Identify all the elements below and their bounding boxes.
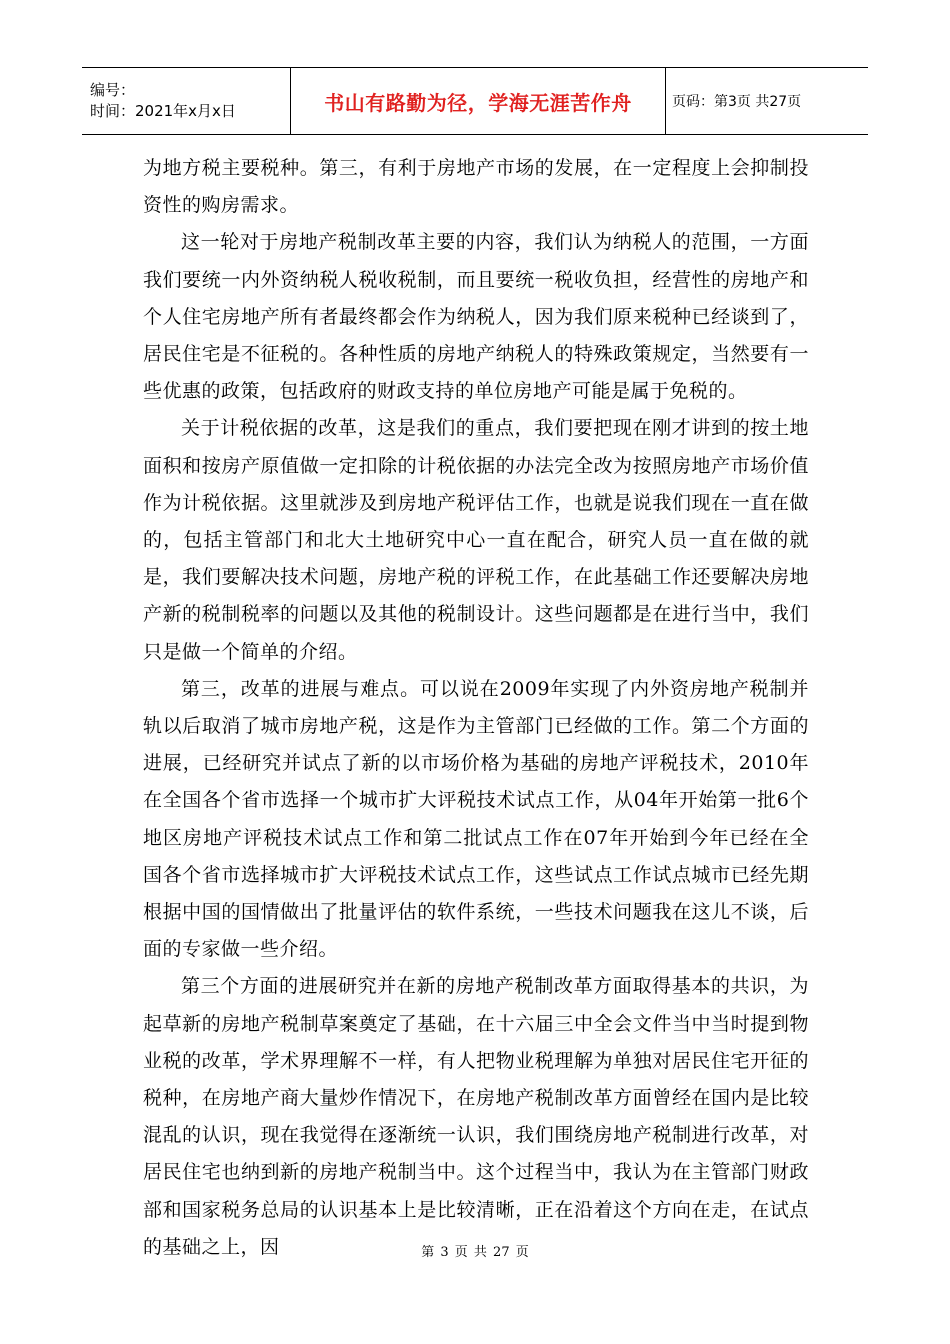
- document-header: [82, 67, 868, 135]
- header-page-info: 页码：第3页 共27页: [672, 94, 802, 110]
- paragraph: 第三，改革的进展与难点。可以说在2009年实现了内外资房地产税制并轨以后取消了城市房地产税，这是作为主管部门已经做的工作。第二个方面的进展，已经研究并试点了新的以市场价格为基础的房地产评税技术，2010年在全国各个省市选择一个城市扩大评税技术试点工作，从04年开始第一批6个地区房地产评税技术试点工作和第二批试点工作在07年开始到今年已经在全国各个省市选择城市扩大评税技术试点工作，这些试点工作试点城市已经先期根据中国的国情做出了批量评估的软件系统，一些技术问题我在这儿不谈，后面的专家做一些介绍。: [143, 677, 809, 961]
- page-footer: 第 3 页 共 27 页: [421, 1245, 529, 1260]
- paragraph: 第三个方面的进展研究并在新的房地产税制改革方面取得基本的共识，为起草新的房地产税制草案奠定了基础，在十六届三中全会文件当中当时提到物业税的改革，学术界理解不一样，有人把物业税理解为单独对居民住宅开征的税种，在房地产商大量炒作情况下，在房地产税制改革方面曾经在国内是比较混乱的认识，现在我觉得在逐渐统一认识，我们围绕房地产税制进行改革，对居民住宅也纳到新的房地产税制当中。这个过程当中，我认为在主管部门财政部和国家税务总局的认识基本上是比较清晰，正在沿着这个方向在走，在试点的基础之上，因: [143, 975, 809, 1258]
- paragraph: 这一轮对于房地产税制改革主要的内容，我们认为纳税人的范围，一方面我们要统一内外资纳税人税收税制，而且要统一税收负担，经营性的房地产和个人住宅房地产所有者最终都会作为纳税人，因为我们原来税种已经谈到了，居民住宅是不征税的。各种性质的房地产纳税人的特殊政策规定，当然要有一些优惠的政策，包括政府的财政支持的单位房地产可能是属于免税的。: [143, 231, 809, 403]
- number-label: 编号：: [90, 81, 136, 99]
- header-meta: [82, 68, 291, 134]
- paragraph: 为地方税主要税种。第三，有利于房地产市场的发展，在一定程度上会抑制投资性的购房需求。: [143, 157, 809, 217]
- paragraph: 关于计税依据的改革，这是我们的重点，我们要把现在刚才讲到的按土地面积和按房产原值做一定扣除的计税依据的办法完全改为按照房地产市场价值作为计税依据。这里就涉及到房地产税评估工作，也就是说我们现在一直在做的，包括主管部门和北大土地研究中心一直在配合，研究人员一直在做的就是，我们要解决技术问题，房地产税的评税工作，在此基础工作还要解决房地产新的税制税率的问题以及其他的税制设计。这些问题都是在进行当中，我们只是做一个简单的介绍。: [143, 417, 809, 663]
- date-line: 时间：2021年x月x日: [90, 102, 236, 120]
- header-motto: 书山有路勤为径，学海无涯苦作舟: [291, 68, 666, 134]
- document-body: [143, 150, 809, 1266]
